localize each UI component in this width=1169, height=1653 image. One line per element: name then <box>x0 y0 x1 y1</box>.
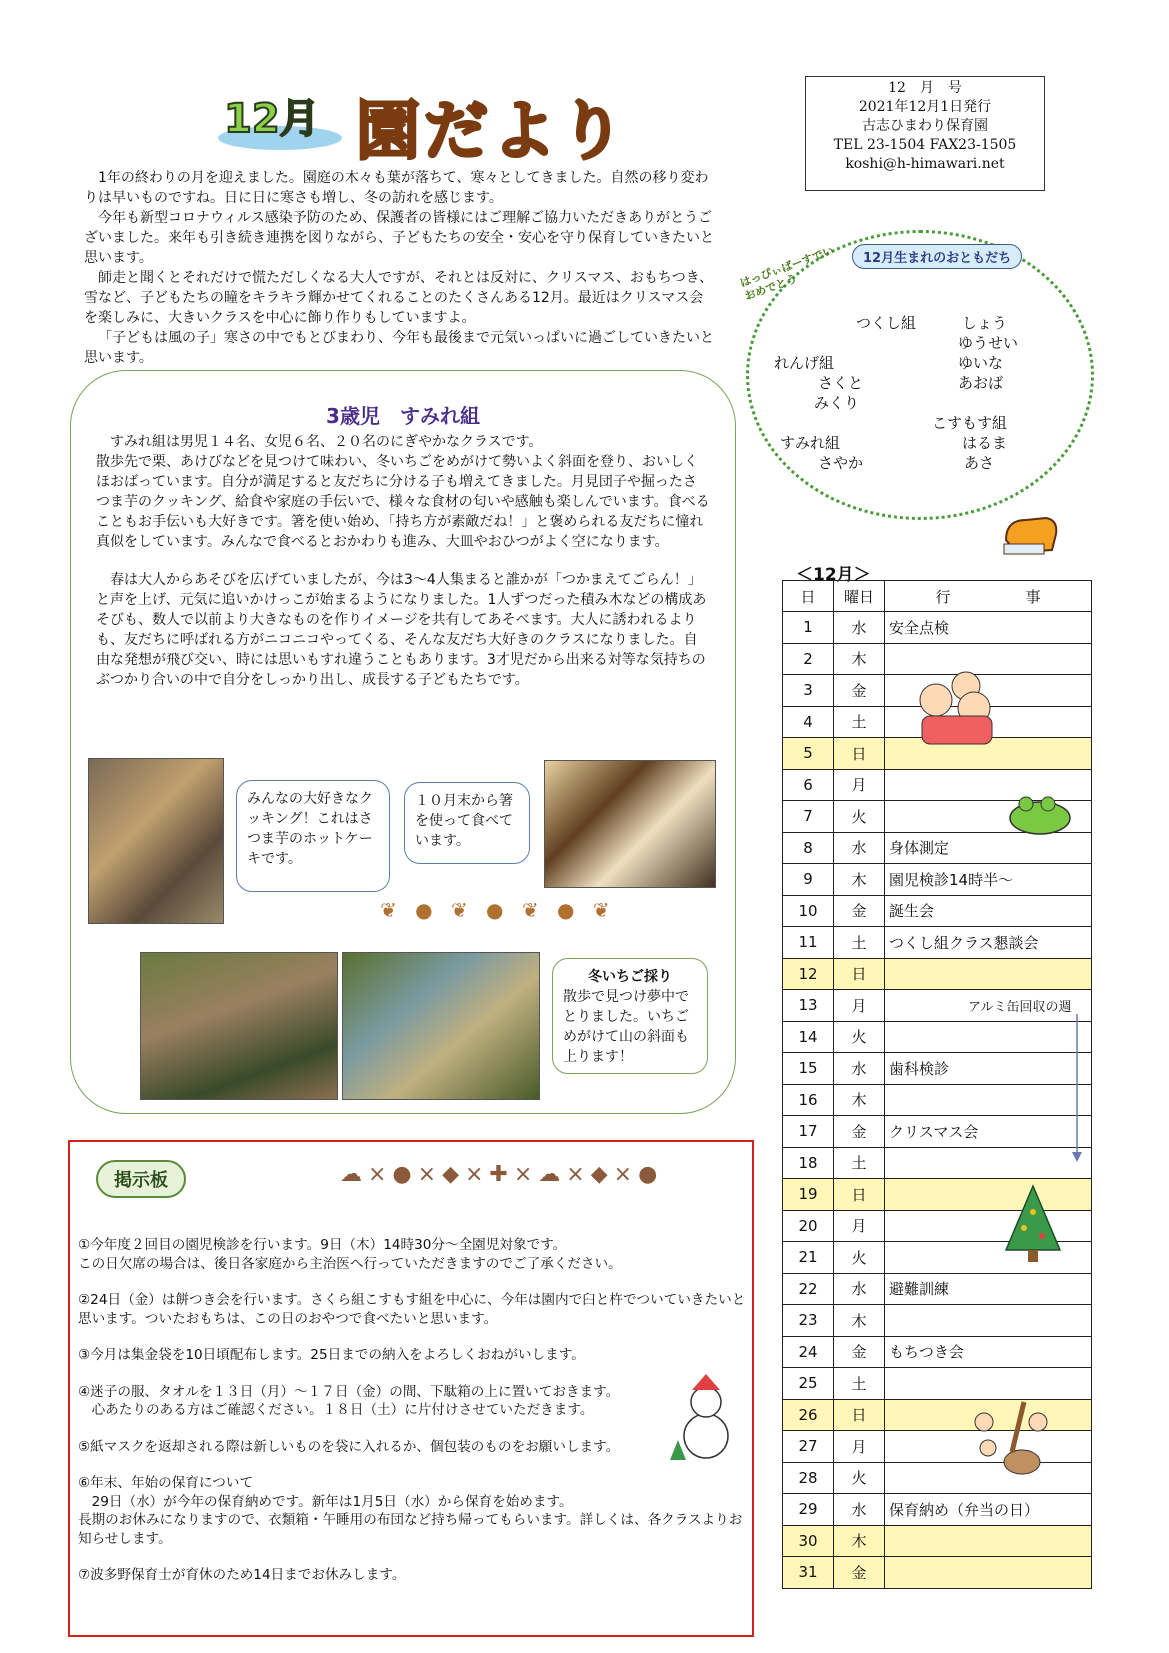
calendar-event-cell: もちつき会 <box>885 1336 1092 1368</box>
calendar-row <box>783 1557 1092 1589</box>
calendar-weekday-cell: 金 <box>834 1557 885 1589</box>
bulletin-decoration-row: ☁×●×◆×✚×☁×◆×● <box>340 1162 664 1187</box>
intro-paragraph: 1年の終わりの月を迎えました。園庭の木々も葉が落ちて、寒々としてきました。自然の移り変わりは早いものですね。日に日に寒さも増し、冬の訪れを感じます。 <box>84 170 709 206</box>
calendar-event-cell <box>885 958 1092 990</box>
calendar-day-cell: 2 <box>783 643 834 675</box>
calendar-heading: ＜12月＞ <box>796 565 871 585</box>
calendar-day-cell: 11 <box>783 927 834 959</box>
calendar-weekday-cell: 水 <box>834 612 885 644</box>
calendar-weekday-cell: 金 <box>834 1336 885 1368</box>
calendar-day-cell: 28 <box>783 1462 834 1494</box>
calendar-event-cell <box>885 1084 1092 1116</box>
birthday-name: しょう <box>962 314 1008 332</box>
calendar-day-cell: 29 <box>783 1494 834 1526</box>
autumn-leaves-decoration: ❦ ● ❦ ● ❦ ● ❦ <box>380 898 616 922</box>
calendar-weekday-cell: 月 <box>834 1210 885 1242</box>
calendar-row <box>783 864 1092 896</box>
calendar-day-cell: 12 <box>783 958 834 990</box>
cooking-photo <box>88 758 224 924</box>
birthday-banner: 12月生まれのおともだち <box>852 244 1022 269</box>
issue-date: 2021年12月1日発行 <box>858 99 992 115</box>
phone-fax: TEL 23-1504 FAX23-1505 <box>833 137 1017 153</box>
calendar-row <box>783 1525 1092 1557</box>
calendar-weekday-cell: 木 <box>834 643 885 675</box>
calendar-header-row <box>783 581 1092 612</box>
bulletin-item: ⑥年末、年始の保育について 29日（水）が今年の保育納めです。新年は1月5日（水）から保育を始めます。 長期のお休みになりますので、衣類箱・午睡用の布団など持ち帰ってもらいます。詳しくは、各クラスよりお知らせします。 <box>78 1475 743 1547</box>
bulletin-item: ③今月は集金袋を10日頃配布します。25日までの納入をよろしくおねがいします。 <box>78 1347 585 1363</box>
calendar-weekday-cell: 月 <box>834 990 885 1022</box>
strawberry-caption-text: 散歩で見つけ夢中でとりました。いちごめがけて山の斜面も上ります！ <box>563 989 689 1065</box>
bulletin-item: ⑦波多野保育士が育休のため14日までお休みします。 <box>78 1567 406 1583</box>
chopsticks-caption-bubble: １０月末から箸を使って食べています。 <box>404 782 530 864</box>
calendar-weekday-cell: 水 <box>834 1053 885 1085</box>
calendar-weekday-cell: 日 <box>834 738 885 770</box>
calendar-weekday-cell: 金 <box>834 675 885 707</box>
calendar-row <box>783 1336 1092 1368</box>
calendar-day-cell: 9 <box>783 864 834 896</box>
calendar-row <box>783 612 1092 644</box>
happy-birthday-label: はっぴぃばーすでい おめでとう <box>738 243 836 304</box>
calendar-row <box>783 1084 1092 1116</box>
calendar-weekday-cell: 土 <box>834 1147 885 1179</box>
sumire-paragraph: すみれ組は男児１４名、女児６名、２０名のにぎやかなクラスです。 散歩先で栗、あけびなどを見つけて味わい、冬いちごをめがけて勢いよく斜面を登り、おいしくほおばっています。自分が満足すると友だちに分ける子も増えてきました。月見団子や掘ったさつま芋のクッキング、給食や家庭の手伝いで、様々な食材の匂いや感触も楽しんでいます。食べることもお手伝いも大好きです。箸を使い始め、「持ち方が素敵だね！」と褒められる友だちに憧れ真似をしています。みんなで食べるとおかわりも進み、大皿やおひつがよく空になります。 <box>96 434 710 550</box>
sumire-paragraph: 春は大人からあそびを広げていましたが、今は3～4人集まると誰かが「つかまえてごらん！」と声を上げ、元気に追いかけっこが始まるようになりました。1人ずつだった積み木などの構成あそびも、数人で以前より大きなものを作りイメージを共有してあそべます。大人に誘われるよりも、友だちに呼ばれる方がニコニコやってくる、そんな友だち大好きのクラスになりました。自由な発想が飛び交い、時には思いもすれ違うこともあります。3才児だから出来る対等な気持ちのぶつかり合いの中で自分をしっかり出し、成長する子どもたちです。 <box>96 572 707 688</box>
calendar-weekday-cell: 水 <box>834 1494 885 1526</box>
calendar-weekday-cell: 火 <box>834 1021 885 1053</box>
intro-paragraph: 師走と聞くとそれだけで慌ただしくなる大人ですが、それとは反対に、クリスマス、おもちつき、雪など、子どもたちの瞳をキラキラ輝かせてくれることのたくさんある12月。最近はクリスマス会を楽しみに、大きいクラスを中心に飾り作りもしていますよ。 <box>84 270 714 326</box>
page-title: 園だより <box>356 95 628 169</box>
birthday-name: みくり <box>814 394 860 412</box>
calendar-day-cell: 31 <box>783 1557 834 1589</box>
calendar-event-cell: 歯科検診 <box>885 1053 1092 1085</box>
calendar-day-cell: 18 <box>783 1147 834 1179</box>
strawberry-caption-bubble <box>552 958 708 1074</box>
calendar-row <box>783 895 1092 927</box>
calendar-day-cell: 5 <box>783 738 834 770</box>
calendar-row <box>783 1147 1092 1179</box>
sumire-class-text <box>96 432 710 708</box>
calendar-day-cell: 21 <box>783 1242 834 1274</box>
calendar-row <box>783 1273 1092 1305</box>
calendar-weekday-cell: 日 <box>834 1399 885 1431</box>
calendar-day-cell: 27 <box>783 1431 834 1463</box>
calendar-day-cell: 15 <box>783 1053 834 1085</box>
calendar-day-cell: 16 <box>783 1084 834 1116</box>
bulletin-board-title: 掲示板 <box>96 1160 186 1198</box>
cooking-caption-bubble: みんなの大好きなクッキング！これはさつま芋のホットケーキです。 <box>236 780 390 892</box>
calendar-day-cell: 13 <box>783 990 834 1022</box>
birthday-name: ゆいな <box>958 354 1004 372</box>
calendar-weekday-cell: 木 <box>834 1525 885 1557</box>
bulletin-item: ④迷子の服、タオルを１３日（月）～１７日（金）の間、下駄箱の上に置いておきます。 心あたりのある方はご確認ください。１８日（土）に片付けさせていただきます。 <box>78 1383 620 1418</box>
calendar-weekday-cell: 火 <box>834 1462 885 1494</box>
strawberry-picking-photo <box>342 952 540 1100</box>
intro-paragraph: 「子どもは風の子」寒さの中でもとびまわり、今年も最後まで元気いっぱいに過ごしていきたいと思います。 <box>84 330 714 366</box>
calendar-day-cell: 1 <box>783 612 834 644</box>
mitten-illustration-icon <box>996 500 1066 556</box>
bulletin-item: ①今年度２回目の園児検診を行います。9日（木）14時30分～全園児対象です。 この日欠席の場合は、後日各家庭から主治医へ行っていただきますのでご了承ください。 <box>78 1237 622 1272</box>
calendar-weekday-cell: 木 <box>834 1084 885 1116</box>
birthday-name: ゆうせい <box>958 334 1019 352</box>
col-weekday-header: 曜日 <box>834 581 885 612</box>
can-collection-note: アルミ缶回収の週 <box>968 1000 1072 1015</box>
calendar-event-cell: 安全点検 <box>885 612 1092 644</box>
december-badge-text: 12月 <box>224 96 320 142</box>
calendar-weekday-cell: 木 <box>834 1305 885 1337</box>
calendar-row <box>783 1116 1092 1148</box>
calendar-row <box>783 1494 1092 1526</box>
calendar-event-cell <box>885 1021 1092 1053</box>
birthday-name: はるま <box>962 434 1008 452</box>
calendar-day-cell: 23 <box>783 1305 834 1337</box>
calendar-day-cell: 25 <box>783 1368 834 1400</box>
calendar-event-cell: クリスマス会 <box>885 1116 1092 1148</box>
calendar-event-cell <box>885 1147 1092 1179</box>
mochi-pounding-illustration-icon <box>964 1392 1060 1478</box>
bulletin-items <box>78 1236 748 1603</box>
calendar-row <box>783 927 1092 959</box>
calendar-row <box>783 1305 1092 1337</box>
calendar-weekday-cell: 月 <box>834 1431 885 1463</box>
email-address[interactable]: koshi@h-himawari.net <box>845 156 1005 172</box>
birthday-name: あおば <box>958 374 1004 392</box>
calendar-event-cell <box>885 1525 1092 1557</box>
intro-paragraph: 今年も新型コロナウィルス感染予防のため、保護者の皆様にはご理解ご協力いただきありがとうございました。来年も引き続き連携を図りながら、子どもたちの安全・安心を守り保育していきたいと思います。 <box>84 210 714 266</box>
calendar-weekday-cell: 火 <box>834 801 885 833</box>
calendar-event-cell: 身体測定 <box>885 832 1092 864</box>
birthday-name: さやか <box>818 454 864 472</box>
bulletin-item: ⑤紙マスクを返却される際は新しいものを袋に入れるか、個包装のものをお願いします。 <box>78 1438 620 1455</box>
calendar-event-cell: つくし組クラス懇談会 <box>885 927 1092 959</box>
calendar-day-cell: 17 <box>783 1116 834 1148</box>
snowman-illustration-icon <box>666 1374 742 1464</box>
calendar-weekday-cell: 水 <box>834 832 885 864</box>
calendar-day-cell: 20 <box>783 1210 834 1242</box>
calendar-day-cell: 30 <box>783 1525 834 1557</box>
strawberry-caption-title: 冬いちご採り <box>588 969 672 985</box>
children-illustration-icon <box>908 664 1000 750</box>
calendar-event-cell: 園児検診14時半～ <box>885 864 1092 896</box>
calendar-row <box>783 1053 1092 1085</box>
calendar-weekday-cell: 土 <box>834 706 885 738</box>
note-arrow-icon <box>1070 1014 1084 1164</box>
calendar-day-cell: 26 <box>783 1399 834 1431</box>
birthday-class-tsukushi: つくし組 <box>856 314 917 332</box>
calendar-weekday-cell: 金 <box>834 895 885 927</box>
frog-illustration-icon <box>1004 786 1076 838</box>
calendar-weekday-cell: 月 <box>834 769 885 801</box>
calendar-event-cell <box>885 1557 1092 1589</box>
calendar-weekday-cell: 日 <box>834 1179 885 1211</box>
bulletin-item: ②24日（金）は餅つき会を行います。さくら組こすもす組を中心に、今年は園内で臼と杵でついていきたいと思います。ついたおもちは、この日のおやつで食べたいと思います。 <box>78 1292 746 1327</box>
calendar-weekday-cell: 日 <box>834 958 885 990</box>
col-day-header: 日 <box>783 581 834 612</box>
calendar-weekday-cell: 土 <box>834 927 885 959</box>
calendar-day-cell: 19 <box>783 1179 834 1211</box>
birthday-name: あさ <box>964 454 995 472</box>
calendar-day-cell: 7 <box>783 801 834 833</box>
december-badge <box>216 88 344 152</box>
calendar-row <box>783 1021 1092 1053</box>
calendar-row <box>783 958 1092 990</box>
calendar-day-cell: 10 <box>783 895 834 927</box>
birthday-class-renge: れんげ組 <box>774 354 835 372</box>
calendar-weekday-cell: 水 <box>834 1273 885 1305</box>
intro-text <box>84 168 716 368</box>
calendar-weekday-cell: 土 <box>834 1368 885 1400</box>
calendar-weekday-cell: 火 <box>834 1242 885 1274</box>
calendar-day-cell: 3 <box>783 675 834 707</box>
lunch-photo <box>544 760 716 888</box>
calendar-event-cell: 誕生会 <box>885 895 1092 927</box>
sumire-class-title: 3歳児 すみれ組 <box>326 404 480 428</box>
birthday-class-kosumosu: こすもす組 <box>932 414 1008 432</box>
issue-info-box <box>805 76 1045 191</box>
col-event-header: 行 事 <box>885 581 1092 612</box>
calendar-event-cell: 避難訓練 <box>885 1273 1092 1305</box>
calendar-day-cell: 6 <box>783 769 834 801</box>
christmas-tree-icon <box>1002 1184 1064 1266</box>
hillside-photo <box>140 952 338 1100</box>
issue-number: 12 月 号 <box>888 80 962 96</box>
nursery-name: 古志ひまわり保育園 <box>862 118 988 134</box>
calendar-day-cell: 14 <box>783 1021 834 1053</box>
calendar-event-cell: 保育納め（弁当の日） <box>885 1494 1092 1526</box>
calendar-day-cell: 24 <box>783 1336 834 1368</box>
birthday-name: さくと <box>818 374 864 392</box>
calendar-weekday-cell: 金 <box>834 1116 885 1148</box>
calendar-day-cell: 4 <box>783 706 834 738</box>
calendar-day-cell: 8 <box>783 832 834 864</box>
calendar-weekday-cell: 木 <box>834 864 885 896</box>
calendar-event-cell <box>885 1305 1092 1337</box>
birthday-class-sumire: すみれ組 <box>780 434 841 452</box>
calendar-day-cell: 22 <box>783 1273 834 1305</box>
